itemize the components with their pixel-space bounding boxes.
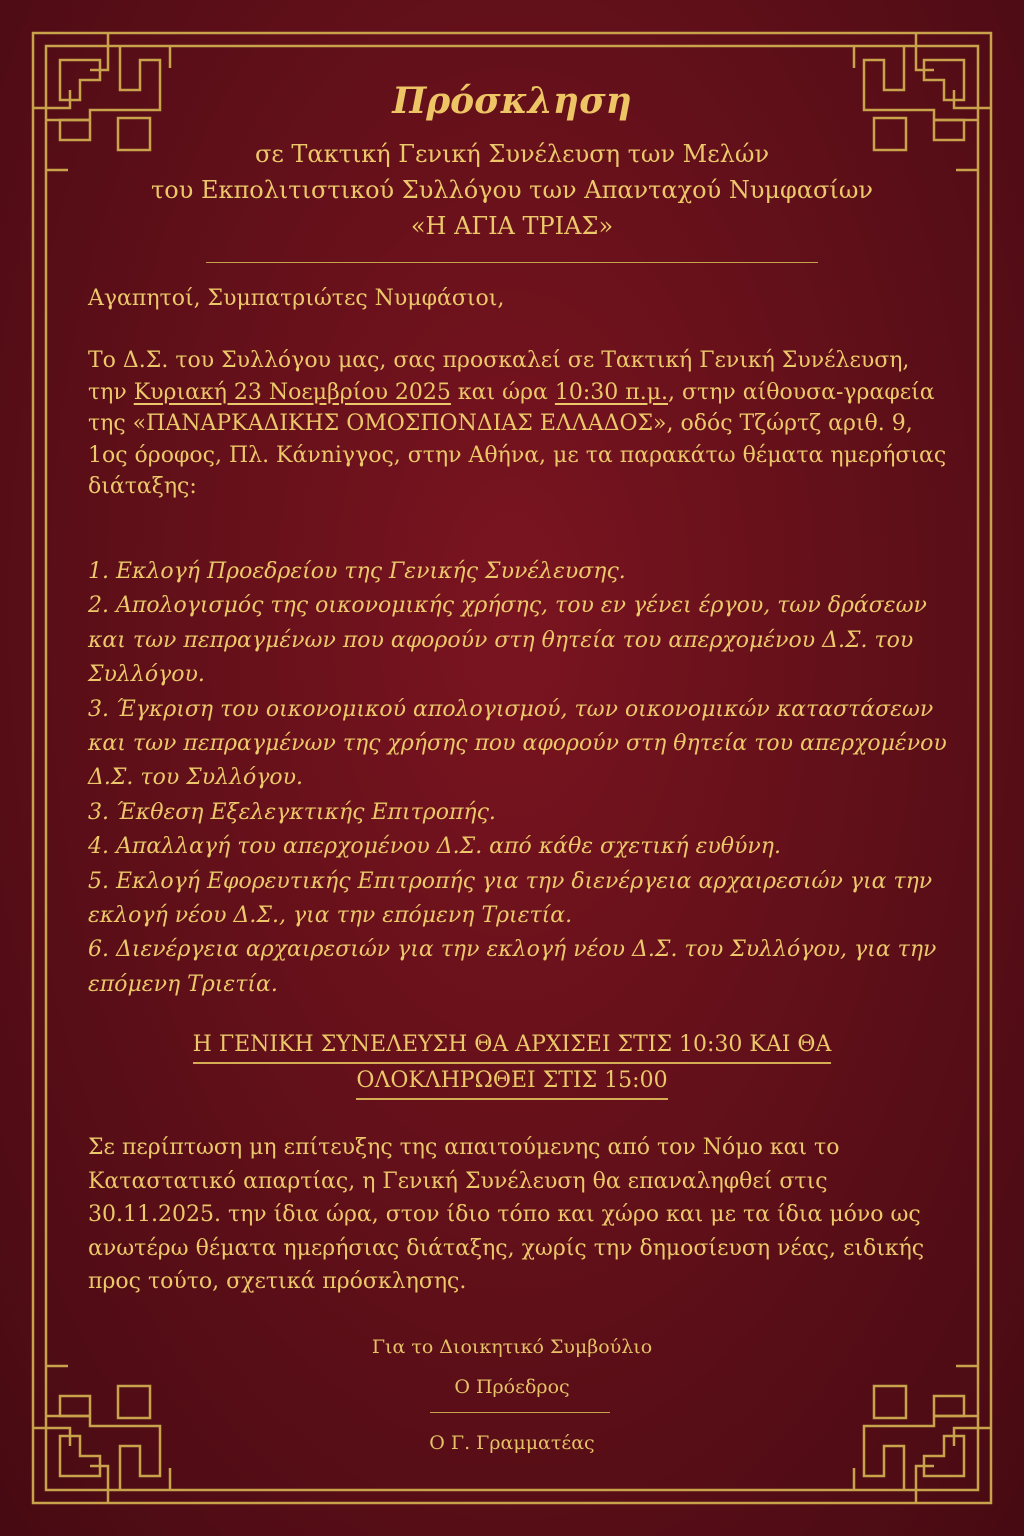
intro-paragraph <box>88 345 948 503</box>
intro-text-2: και ώρα <box>450 379 555 405</box>
subtitle-line-3: «Η ΑΓΙΑ ΤΡΙΑΣ» <box>410 212 614 240</box>
agenda-item: 3. Έκθεση Εξελεγκτικής Επιτροπής. <box>88 799 496 825</box>
subtitle-line-2: του Εκπολιτιστικού Συλλόγου των Απανταχού Νυμφασίων <box>151 176 873 204</box>
schedule-notice <box>0 1028 1024 1100</box>
agenda-list <box>88 555 948 1002</box>
quorum-paragraph: Σε περίπτωση μη επίτευξης της απαιτούμενης από τον Νόμο και το Καταστατικό απαρτίας, η Γενική Συνέλευση θα επαναληφθεί στις 30.11.2025. την ίδια ώρα, στον ίδιο τόπο και χώρο και με τα ίδια μόνο ως ανωτέρω θέματα ημερήσιας διάταξης, χωρίς την δημοσίευση νέας, ειδικής προς τούτο, σχετικά πρόσκλησης. <box>88 1135 925 1294</box>
meeting-date: Κυριακή 23 Νοεμβρίου 2025 <box>133 379 451 405</box>
agenda-item: 3. Έγκριση του οικονομικού απολογισμού, των οικονομικών καταστάσεων και των πεπραγμένων της χρήσης που αφορούν στη θητεία του απερχομένου Δ.Σ. του Συλλόγου. <box>88 696 947 791</box>
agenda-item: 6. Διενέργεια αρχαιρεσιών για την εκλογή νέου Δ.Σ. του Συλλόγου, για την επόμενη Τριετία. <box>88 937 937 997</box>
notice-line-1: Η ΓΕΝΙΚΗ ΣΥΝΕΛΕΥΣΗ ΘΑ ΑΡΧΙΣΕΙ ΣΤΙΣ 10:30 ΚΑΙ ΘΑ <box>193 1028 832 1064</box>
intro-text-3: , στην αίθουσα-γραφεία της «ΠΑΝΑΡΚΑΔΙΚΗΣ ΟΜΟΣΠΟΝΔΙΑΣ ΕΛΛΑΔΟΣ», οδός Τζώρτζ αριθ. 9, 1ος όροφος, Πλ. Κάνniγγος, στην Αθήνα, με τα παρακάτω θέματα ημερήσιας διάταξης: <box>88 379 947 499</box>
invitation-title: Πρόσκληση <box>392 80 632 122</box>
signature-board: Για το Διοικητικό Συμβούλιο <box>371 1336 653 1358</box>
greeting: Αγαπητοί, Συμπατριώτες Νυμφάσιοι, <box>88 286 505 311</box>
subtitle-line-1: σε Τακτική Γενική Συνέλευση των Μελών <box>254 140 770 168</box>
agenda-item: 5. Εκλογή Εφορευτικής Επιτροπής για την διενέργεια αρχαιρεσιών για την εκλογή νέου Δ.Σ., για την επόμενη Τριετία. <box>88 868 933 929</box>
notice-line-2: ΟΛΟΚΛΗΡΩΘΕΙ ΣΤΙΣ 15:00 <box>356 1064 667 1100</box>
signature-secretary: Ο Γ. Γραμματέας <box>429 1432 595 1454</box>
signature-divider <box>430 1412 610 1413</box>
intro-text-1: Το Δ.Σ. του Συλλόγου μας, σας προσκαλεί σε Τακτική Γενική Συνέλευση, την <box>88 348 910 405</box>
agenda-item: 4. Απαλλαγή του απερχομένου Δ.Σ. από κάθε σχετική ευθύνη. <box>88 834 781 860</box>
title-divider <box>206 262 818 263</box>
signature-president: Ο Πρόεδρος <box>454 1376 570 1398</box>
agenda-item: 2. Απολογισμός της οικονομικής χρήσης, του εν γένει έργου, των δράσεων και των πεπραγμένων που αφορούν στη θητεία του απερχομένου Δ.Σ. του Συλλόγου. <box>88 593 927 688</box>
agenda-item: 1. Εκλογή Προεδρείου της Γενικής Συνέλευσης. <box>88 559 626 584</box>
meeting-time: 10:30 π.μ. <box>554 379 669 405</box>
